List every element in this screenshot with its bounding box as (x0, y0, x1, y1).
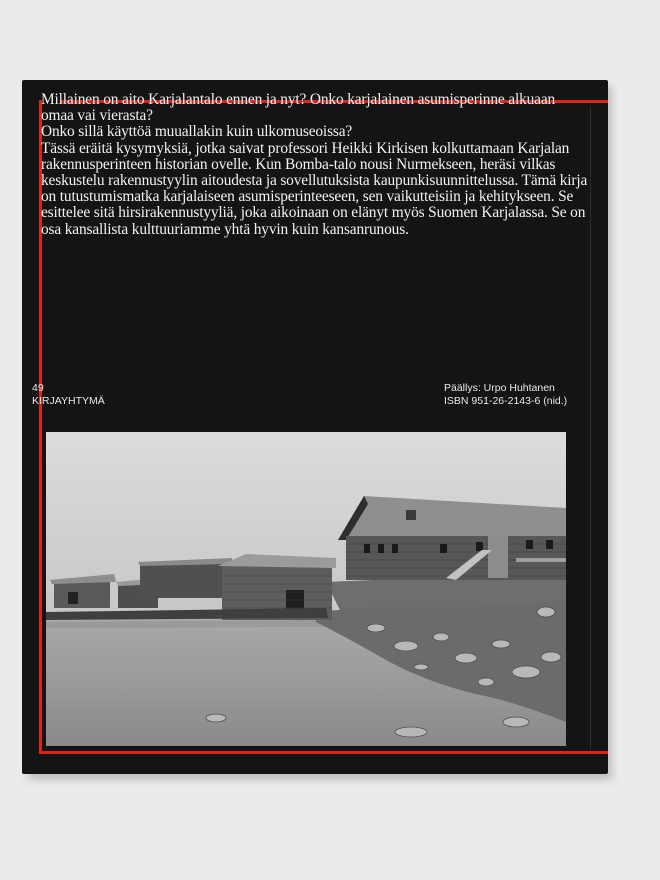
photo-illustration (46, 432, 566, 746)
credits-info (444, 382, 567, 408)
book-back-cover (22, 80, 608, 774)
cover-designer: Päällys: Urpo Huhtanen (444, 382, 555, 394)
blurb-text (41, 92, 591, 238)
isbn: ISBN 951-26-2143-6 (nid.) (444, 395, 568, 407)
blurb-description: Tässä eräitä kysymyksiä, jotka saivat professori Heikki Kirkisen kolkuttamaan Karjalan rakennusperinteen historian ovelle. Kun Bomba-talo nousi Nurmekseen, heräsi vilkas keskustelu rakennustyylin aitoudesta ja sovellutuksista kaupunkisuunnittelussa. Tämä kirja on tutustumismatka karjalaiseen asumisperinteeseen, sen vaikutteisiin ja kehitykseen. Se esittelee sitä hirsirakennustyyliä, joka aikoinaan on elänyt myös Suomen Karjalassa. Se on osa kansallista kulttuuriamme yhtä hyvin kuin kansanrunous. (41, 139, 588, 238)
publisher-number: 49 (32, 382, 44, 394)
red-border-bottom (39, 751, 608, 754)
log-houses-photo (46, 432, 566, 746)
blurb-question-2: Onko sillä käyttöä muuallakin kuin ulkomuseoissa? (41, 123, 353, 141)
publisher-info (32, 382, 105, 408)
publisher-name: KIRJAYHTYMÄ (32, 395, 105, 407)
blurb-question-1: Millainen on aito Karjalantalo ennen ja nyt? Onko karjalainen asumisperinne alkuaan omaa vai vierasta? (41, 91, 556, 125)
